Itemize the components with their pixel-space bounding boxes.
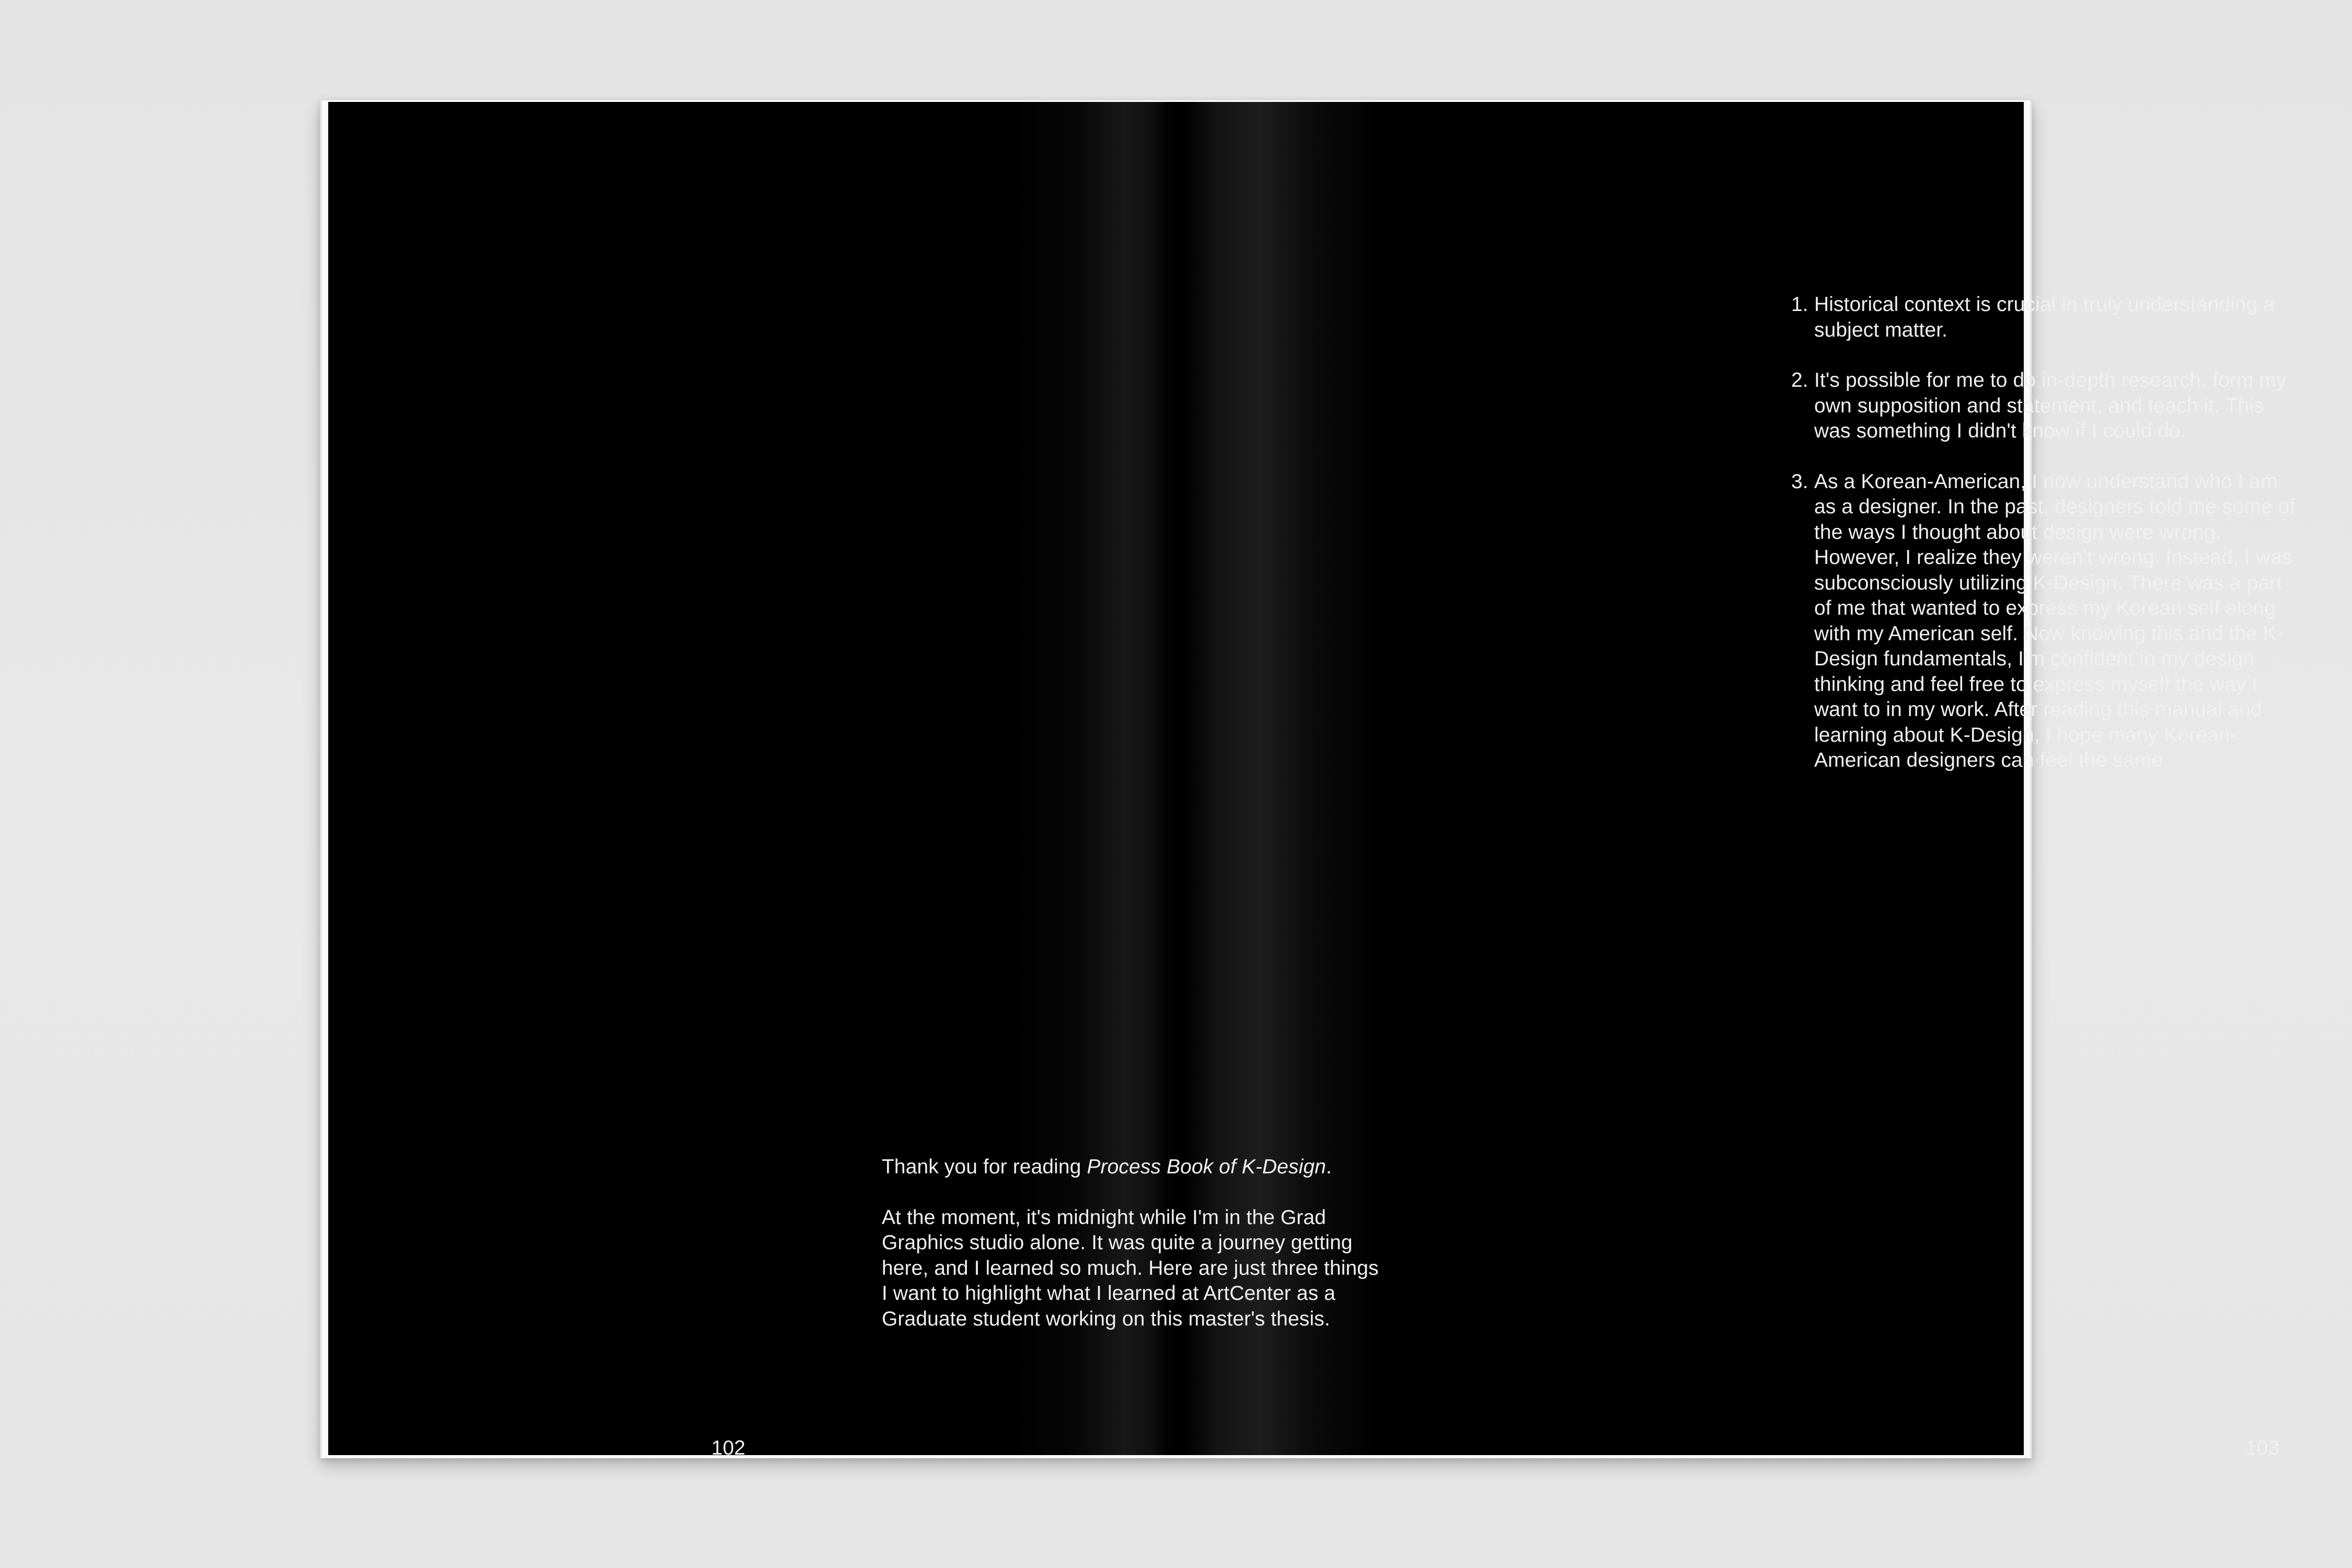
list-item-text: It's possible for me to do in-depth research, form my own supposition and statement, and teach it. This was something I didn't know if I could do.	[1814, 369, 2287, 442]
intro-line	[882, 1155, 1383, 1180]
page-number-left: 102	[711, 1437, 746, 1459]
open-book	[320, 100, 2296, 1459]
page-number-right: 103	[2245, 1437, 2280, 1459]
list-item-text: Historical context is crucial in truly understanding a subject matter.	[1814, 293, 2275, 341]
intro-suffix: .	[1326, 1156, 1332, 1178]
learnings-list	[1791, 292, 2303, 799]
list-item	[1791, 292, 2303, 343]
list-item-text: As a Korean-American, I now understand who I am as a designer. In the past, designers told me some of the ways I thought about design were wrong. However, I realize they weren't wrong. Instead, I was subconsciously utilizing K-Design. There was a part of me that wanted to express my Korean self along with my American self. Now knowing this and the K-Design fundamentals, I'm confident in my design thinking and feel free to express myself the way I want to in my work. After reading this manual and learning about K-Design, I hope many Korean-American designers can feel the same.	[1814, 470, 2296, 771]
book-title: Process Book of K-Design	[1087, 1156, 1327, 1178]
list-item	[1791, 469, 2303, 774]
book-spread	[328, 102, 2296, 1459]
list-item	[1791, 368, 2303, 444]
list-item-number: 2.	[1791, 369, 1808, 391]
list-item-number: 3.	[1791, 470, 1808, 493]
list-item-number: 1.	[1791, 293, 1808, 316]
left-body-paragraph: At the moment, it's midnight while I'm in the Grad Graphics studio alone. It was quite a journey getting here, and I learned so much. Here are just three things I want to highlight what I learned at ArtCenter as a Graduate student working on this master's thesis.	[882, 1206, 1379, 1330]
left-page-edge	[320, 100, 328, 1458]
intro-prefix: Thank you for reading	[882, 1156, 1087, 1178]
left-page-text	[882, 1155, 1383, 1332]
